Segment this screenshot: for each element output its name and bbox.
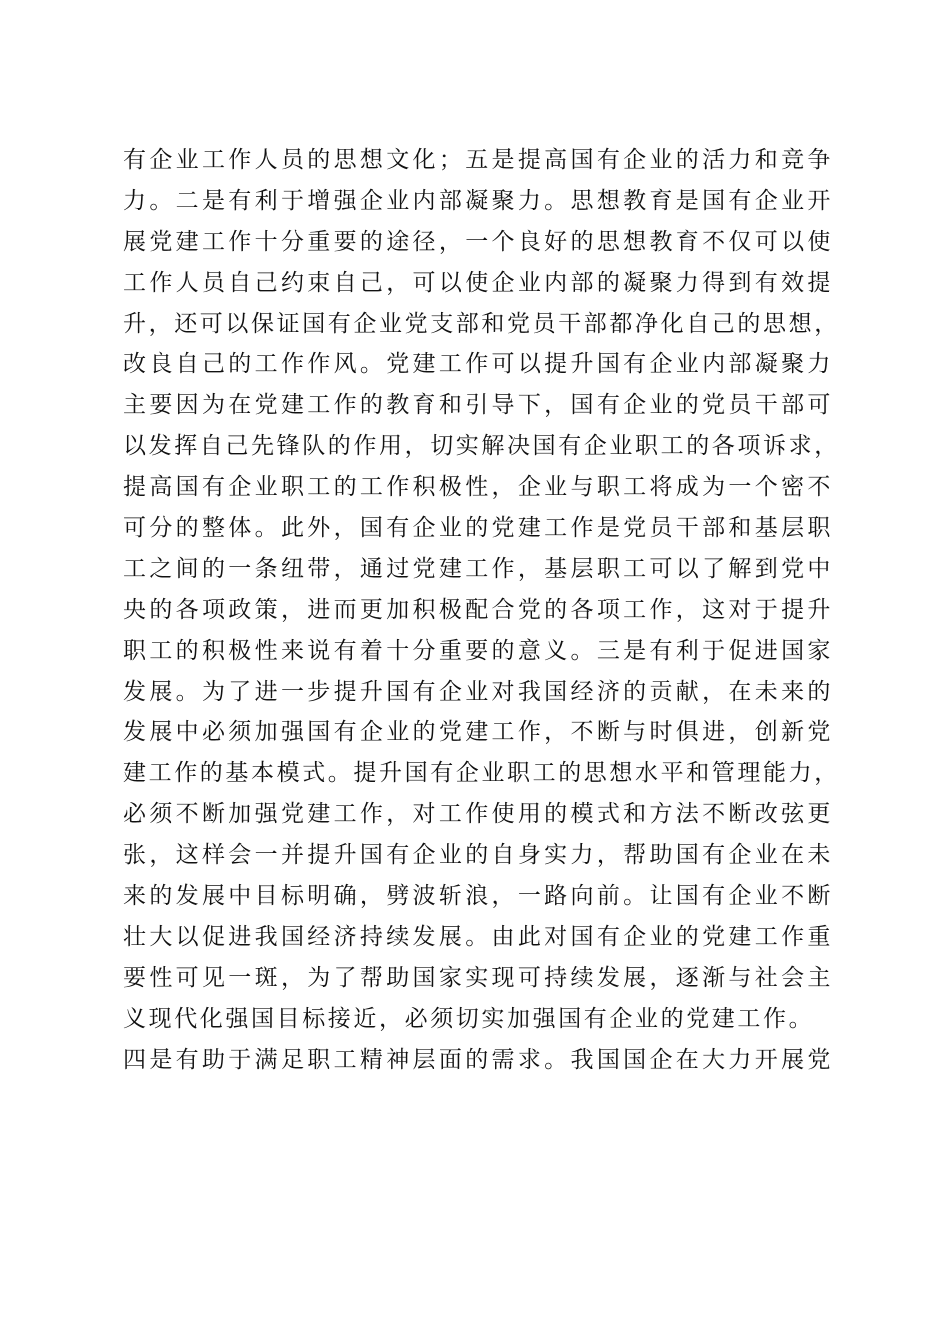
text-line: 升，还可以保证国有企业党支部和党员干部都净化自己的思想， xyxy=(123,310,840,337)
text-line: 义现代化强国目标接近，必须切实加强国有企业的党建工作。 xyxy=(123,1005,815,1032)
text-line: 四是有助于满足职工精神层面的需求。我国国企在大力开展党 xyxy=(123,1046,833,1073)
text-line: 改良自己的工作作风。党建工作可以提升国有企业内部凝聚力 xyxy=(123,351,833,378)
text-line: 工之间的一条纽带，通过党建工作，基层职工可以了解到党中 xyxy=(123,555,833,582)
text-line: 来的发展中目标明确，劈波斩浪，一路向前。让国有企业不断 xyxy=(123,883,833,910)
text-line: 主要因为在党建工作的教育和引导下，国有企业的党员干部可 xyxy=(123,392,833,419)
text-line: 要性可见一斑，为了帮助国家实现可持续发展，逐渐与社会主 xyxy=(123,964,833,991)
text-line: 张，这样会一并提升国有企业的自身实力，帮助国有企业在未 xyxy=(123,842,833,869)
text-line: 以发挥自己先锋队的作用，切实解决国有企业职工的各项诉求， xyxy=(123,433,840,460)
text-line: 提高国有企业职工的工作积极性，企业与职工将成为一个密不 xyxy=(123,474,833,501)
text-line: 壮大以促进我国经济持续发展。由此对国有企业的党建工作重 xyxy=(123,923,833,950)
text-line: 展党建工作十分重要的途径，一个良好的思想教育不仅可以使 xyxy=(123,228,833,255)
text-line: 可分的整体。此外，国有企业的党建工作是党员干部和基层职 xyxy=(123,515,833,542)
text-line: 央的各项政策，进而更加积极配合党的各项工作，这对于提升 xyxy=(123,596,833,623)
text-line: 必须不断加强党建工作，对工作使用的模式和方法不断改弦更 xyxy=(123,801,833,828)
text-line: 发展。为了进一步提升国有企业对我国经济的贡献，在未来的 xyxy=(123,678,833,705)
text-line: 力。二是有利于增强企业内部凝聚力。思想教育是国有企业开 xyxy=(123,187,833,214)
body-paragraph xyxy=(123,140,840,1080)
text-line: 工作人员自己约束自己，可以使企业内部的凝聚力得到有效提 xyxy=(123,269,833,296)
text-line: 建工作的基本模式。提升国有企业职工的思想水平和管理能力， xyxy=(123,760,840,787)
text-line: 发展中必须加强国有企业的党建工作，不断与时俱进，创新党 xyxy=(123,719,833,746)
text-line: 有企业工作人员的思想文化；五是提高国有企业的活力和竞争 xyxy=(123,147,833,173)
text-line: 职工的积极性来说有着十分重要的意义。三是有利于促进国家 xyxy=(123,637,833,664)
